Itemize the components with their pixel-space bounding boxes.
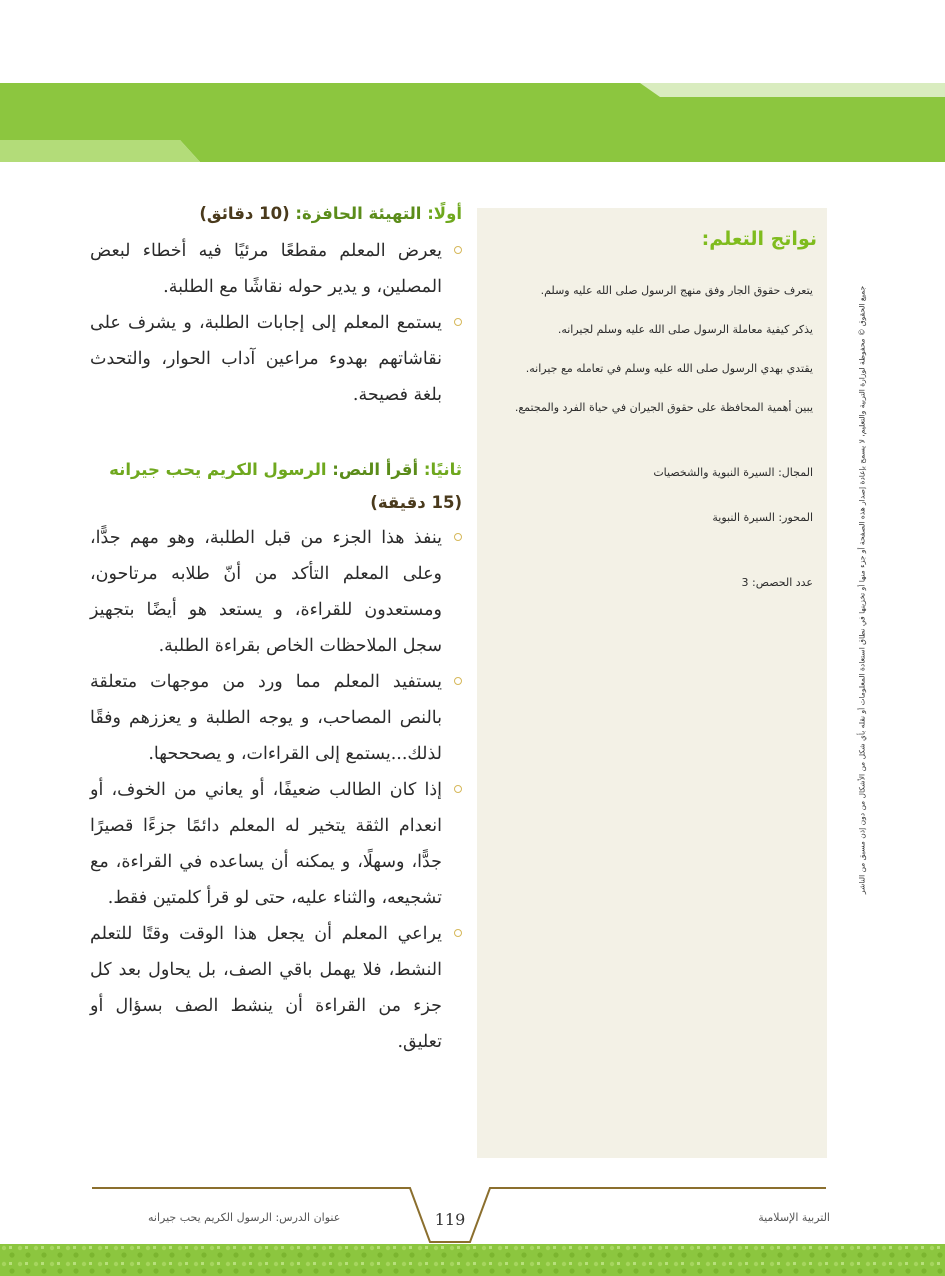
section-reading-duration-line <box>90 493 462 512</box>
footer-subject: التربية الإسلامية <box>758 1211 830 1224</box>
section-reading-list <box>90 520 462 1060</box>
header-banner <box>0 0 945 190</box>
section-warmup-heading <box>90 204 462 223</box>
section-warmup-lead: أولًا: <box>427 204 462 223</box>
section-reading-lead: ثانيًا: <box>423 460 462 479</box>
bullet-item: يعرض المعلم مقطعًا مرئيًا فيه أخطاء لبعض المصلين، و يدير حوله نقاشًا مع الطلبة. <box>90 233 462 305</box>
bottom-pattern-strip <box>0 1244 945 1276</box>
learning-outcomes-panel <box>477 208 827 1158</box>
section-reading-duration: (15 دقيقة) <box>370 493 462 512</box>
learning-outcome-item: يقتدي بهدي الرسول صلى الله عليه وسلم في تعامله مع جيرانه. <box>525 362 813 375</box>
bullet-item: يستمع المعلم إلى إجابات الطلبة، و يشرف على نقاشاتهم بهدوء مراعين آداب الحوار، والتحدث بلغة فصيحة. <box>90 305 462 413</box>
learning-outcomes-title: نواتج التعلم: <box>701 228 817 250</box>
bullet-item: يراعي المعلم أن يجعل هذا الوقت وقتًا للتعلم النشط، فلا يهمل باقي الصف، بل يحاول بعد كل جزء من القراءة أن ينشط الصف بسؤال أو تعليق. <box>90 916 462 1060</box>
learning-outcome-item: يبين أهمية المحافظة على حقوق الجيران في حياة الفرد والمجتمع. <box>514 401 813 414</box>
section-reading <box>90 460 462 1060</box>
section-warmup-title: التهيئة الحافزة: <box>295 204 422 223</box>
bullet-item: إذا كان الطالب ضعيفًا، أو يعاني من الخوف، أو انعدام الثقة يتخير له المعلم دائمًا جزءًا قصيرًا جدًّا، وسهلًا، و يمكنه أن يساعده في القراءة، مع تشجيعه، والثناء عليه، حتى لو قرأ كلمتين فقط. <box>90 772 462 916</box>
bullet-item: يستفيد المعلم مما ورد من موجهات متعلقة بالنص المصاحب، و يوجه الطلبة و يعززهم وفقًا لذلك...يستمع إلى القراءات، و يصحححها. <box>90 664 462 772</box>
section-reading-heading <box>90 460 462 479</box>
axis-label: المحور: السيرة النبوية <box>712 511 813 524</box>
learning-outcome-item: يذكر كيفية معاملة الرسول صلى الله عليه وسلم لجيرانه. <box>557 323 813 336</box>
footer-lesson-title: عنوان الدرس: الرسول الكريم يحب جيرانه <box>148 1211 341 1224</box>
section-warmup <box>90 204 462 413</box>
section-reading-subtitle: الرسول الكريم يحب جيرانه <box>109 460 327 479</box>
sessions-count: عدد الحصص: 3 <box>741 576 813 589</box>
section-warmup-duration: (10 دقائق) <box>199 204 290 223</box>
domain-label: المجال: السيرة النبوية والشخصيات <box>653 466 813 479</box>
learning-outcome-item: يتعرف حقوق الجار وفق منهج الرسول صلى الله عليه وسلم. <box>540 284 813 297</box>
copyright-note: جميع الحقوق © محفوظة لوزارة التربية والتعليم، لا يسمح بإعادة إصدار هذه الصفحة أو جزء منها أو تخزينها في نطاق استعادة المعلومات أو نقله بأي شكل من الأشكال من دون إذن مسبق من الناشر <box>857 285 867 895</box>
learning-outcomes-list <box>483 284 813 440</box>
page-number: 119 <box>434 1210 466 1229</box>
section-warmup-list <box>90 233 462 413</box>
section-reading-title: أقرأ النص: <box>332 460 419 479</box>
bullet-item: ينفذ هذا الجزء من قبل الطلبة، وهو مهم جدًّا، وعلى المعلم التأكد من أنّ طلابه مرتاحون، ومستعدون للقراءة، و يستعد هو أيضًا بتجهيز سجل الملاحظات الخاص بقراءة الطلبة. <box>90 520 462 664</box>
